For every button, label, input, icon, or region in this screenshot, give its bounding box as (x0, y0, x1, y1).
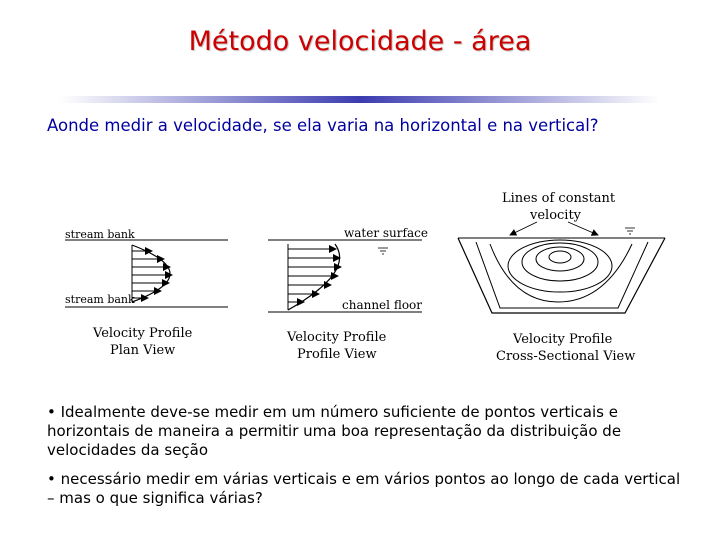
profile-caption-line1: Velocity Profile (287, 330, 387, 345)
slide-title: Método velocidade - área (188, 26, 532, 57)
title-divider (60, 96, 660, 103)
plan-bottom-bank-label: stream bank (65, 293, 135, 306)
question-text: Aonde medir a velocidade, se ela varia na horizontal e na vertical? (47, 116, 599, 135)
bullet-item-2: • necessário medir em várias verticais e em vários pontos ao longo de cada vertical – mas o que significa várias? (47, 470, 681, 507)
plan-velocity-arrows (132, 251, 172, 298)
cross-annotation-line2: velocity (530, 208, 582, 223)
cross-caption-line1: Velocity Profile (513, 332, 613, 347)
profile-velocity-arrows (288, 249, 341, 302)
profile-view-panel (268, 226, 428, 362)
profile-caption-line2: Profile View (297, 347, 377, 362)
plan-view-panel (65, 228, 228, 358)
plan-caption-line1: Velocity Profile (93, 326, 193, 341)
bullet-item-1: • Idealmente deve-se medir em um número suficiente de pontos verticais e horizontais de maneira a permitir uma boa representação da distribuição de velocidades da seção (47, 403, 622, 459)
bullet-list (47, 403, 687, 518)
cross-velocity-contours (476, 240, 648, 308)
plan-profile-curve (132, 245, 170, 302)
profile-water-surface-label: water surface (344, 226, 428, 240)
plan-top-bank-label: stream bank (65, 228, 135, 241)
plan-caption-line2: Plan View (110, 343, 176, 358)
profile-channel-floor-label: channel floor (342, 298, 423, 312)
cross-section-panel (458, 191, 665, 364)
profile-curve (288, 244, 340, 310)
velocity-profile-figure (40, 180, 680, 380)
cross-annotation-line1: Lines of constant (502, 191, 616, 206)
cross-caption-line2: Cross-Sectional View (496, 349, 636, 364)
